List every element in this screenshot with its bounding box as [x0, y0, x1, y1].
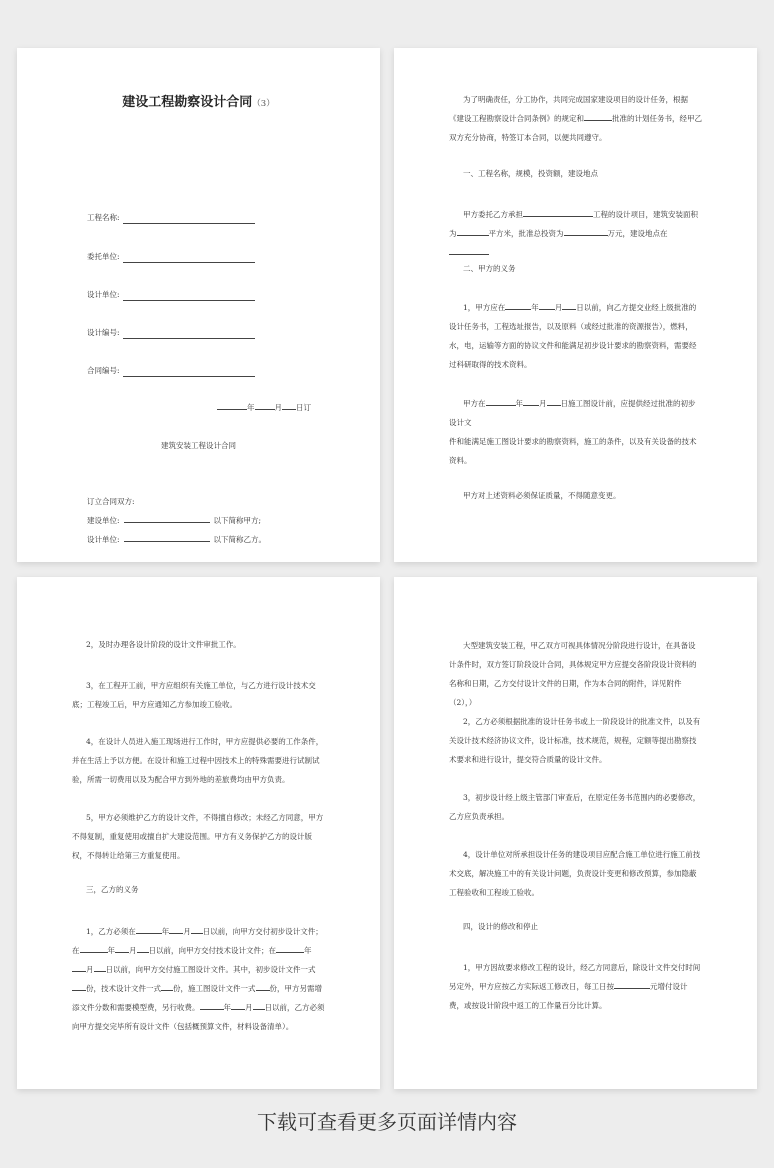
field-design-number: 设计编号:	[87, 327, 255, 339]
party-a-item-5: 5，甲方必须维护乙方的设计文件，不得擅自修改；未经乙方同意，甲方不得复制，重复使用或擅自扩大建设范围。甲方有义务保护乙方的设计版权，不得转让给第三方重复使用。	[72, 813, 324, 860]
section-4-heading: 四，设计的修改和停止	[463, 922, 538, 931]
parties-heading: 订立合同双方:	[87, 497, 135, 506]
field-project-name: 工程名称:	[87, 212, 255, 224]
contract-title: 建设工程勘察设计合同（3）	[122, 95, 275, 110]
field-design-unit: 设计单位:	[87, 289, 255, 301]
field-contract-number: 合同编号:	[87, 365, 255, 377]
document-page-3	[17, 577, 380, 1089]
party-b-item-4: 4，设计单位对所承担设计任务的建设项目应配合施工单位进行施工前技术交底，解决施工中的有关设计问题，负责设计变更和修改预算，参加隐蔽工程验收和工程竣工验收。	[449, 850, 701, 897]
party-b-row: 设计单位: 以下简称乙方。	[87, 535, 267, 544]
party-b-item-3: 3，初步设计经上级主管部门审查后，在原定任务书范围内的必要修改，乙方应负责承担。	[449, 793, 701, 821]
party-a-row: 建设单位: 以下简称甲方;	[87, 516, 262, 525]
signing-date: 年 月 日订	[217, 401, 311, 414]
section-1-heading: 一、工程名称，规模，投资额，建设地点	[463, 169, 598, 178]
party-b-item-2: 2，乙方必须根据批准的设计任务书或上一阶段设计的批准文件，以及有关设计技术经济协议文件，设计标准，技术规范，规程，定额等提出勘察技术要求和进行设计，提交符合质量的设计文件。	[449, 717, 701, 764]
party-a-item-2: 2，及时办理各设计阶段的设计文件审批工作。	[86, 640, 241, 649]
section-3-heading: 三，乙方的义务	[86, 885, 139, 894]
section-2-item-2: 甲方在 年 月 日施工图设计前，应提供经过批准的初步设计文 件和能满足施工图设计要求的勘察资料，施工的条件，以及有关设备的技术资料。	[449, 399, 697, 465]
field-client-unit: 委托单位:	[87, 251, 255, 263]
section-4-item-1: 1，甲方因故要求修改工程的设计，经乙方同意后，除设计文件交付时间另定外，甲方应按乙方实际返工修改日，每工日按 元增付设计费，或按设计阶段中返工的工作量百分比计算。	[449, 963, 701, 1010]
section-2-item-1: 1，甲方应在 年 月 日以前，向乙方提交业经上级批准的设计任务书，工程选址报告，以及原料（或经过批准的资源报告），燃料，水，电，运输等方面的协议文件和能满足初步设计要求的勘察资料，需要经过科研取得的技术资料。	[449, 303, 697, 369]
intro-paragraph: 为了明确责任，分工协作，共同完成国家建设项目的设计任务，根据《建设工程勘察设计合同条例》的规定和 批准的计划任务书，经甲乙双方充分协商，特签订本合同，以便共同遵守。	[449, 95, 702, 142]
document-page-4	[394, 577, 757, 1089]
section-2-heading: 二、甲方的义务	[463, 264, 516, 273]
contract-subtitle: 建筑安装工程设计合同	[161, 441, 236, 450]
party-a-item-4: 4，在设计人员进入施工现场进行工作时，甲方应提供必要的工作条件，并在生活上予以方便。在设计和施工过程中因技术上的特殊需要进行试制试验，所需一切费用以及为配合甲方到外地的差旅费均由甲方负责。	[72, 737, 324, 784]
document-page-cover	[17, 48, 380, 562]
section-1-body: 甲方委托乙方承担 工程的设计项目，建筑安装面积为 平方米，批准总投资为 万元，建设地点在	[449, 205, 702, 262]
section-3-item-1: 1，乙方必须在 年 月 日以前，向甲方交付初步设计文件；在 年 月 日以前，向甲方交付技术设计文件；在 年月 日以前，向甲方交付施工图设计文件。其中，初步设计文件一式份，技术设计文件一式 份，施工图设计文件一式 份，甲方另需增添文件分数和需要模型费，另行收费。 年 月 日以前，乙方必须向甲方提交完毕所有设计文件（包括概预算文件，材料设备清单）。	[72, 927, 325, 1031]
document-page-2	[394, 48, 757, 562]
party-a-item-3: 3，在工程开工前，甲方应组织有关施工单位，与乙方进行设计技术交底；工程竣工后，甲方应通知乙方参加竣工验收。	[72, 681, 316, 709]
download-more-caption: 下载可查看更多页面详情内容	[257, 1110, 517, 1134]
party-b-note: 大型建筑安装工程，甲乙双方可视具体情况分阶段进行设计，在具备设计条件时，双方签订阶段设计合同，具体规定甲方应提交各阶段设计资料的名称和日期，乙方交付设计文件的日期，作为本合同的附件，详见附件（2），）	[449, 641, 697, 707]
section-2-item-3: 甲方对上述资料必须保证质量，不得随意变更。	[463, 491, 621, 500]
